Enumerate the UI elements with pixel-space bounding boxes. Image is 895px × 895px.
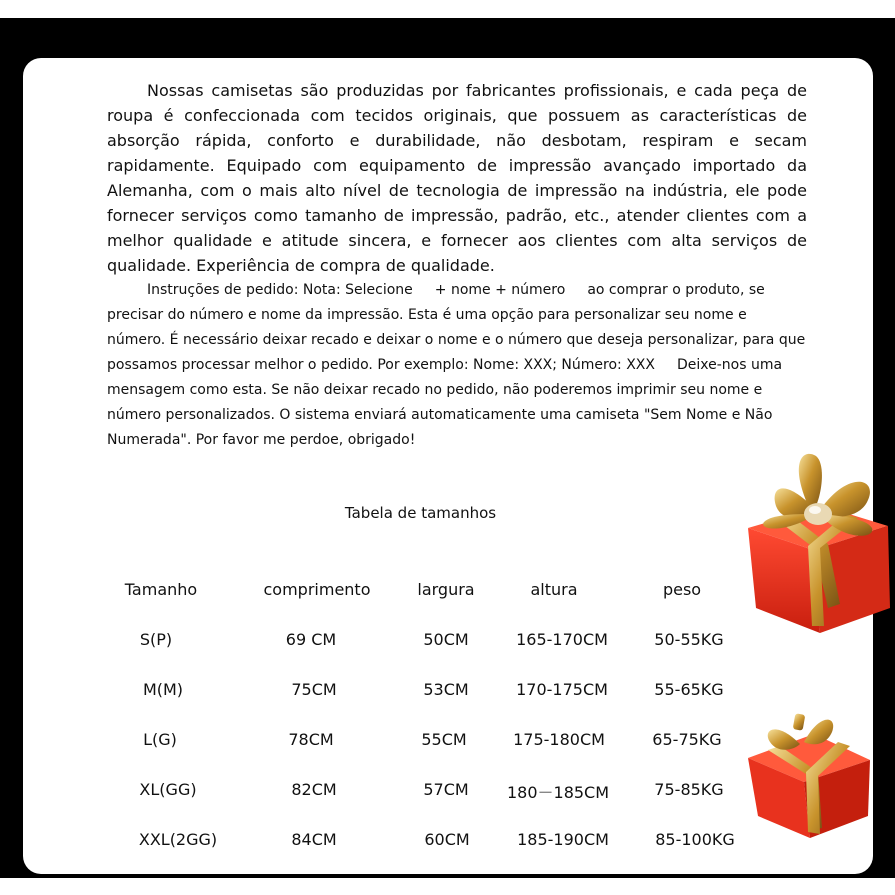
table-cell: 65-75KG: [652, 730, 722, 749]
instructions-part-b: + nome + número: [434, 282, 566, 298]
table-cell: XL(GG): [139, 780, 197, 799]
table-cell: 180－185CM: [506, 783, 610, 802]
table-cell: 185-190CM: [517, 830, 609, 849]
table-header-largura: largura: [417, 580, 475, 599]
table-cell: 60CM: [424, 830, 470, 849]
table-cell: 82CM: [291, 780, 337, 799]
table-header-tamanho: Tamanho: [124, 580, 198, 599]
intro-paragraph: Nossas camisetas são produzidas por fabricantes profissionais, e cada peça de roupa é confeccionada com tecidos originais, que possuem as características de absorção rápida, conforto e durabilidade, não desbotam, respiram e secam rapidamente. Equipado com equipamento de impressão avançado importado da Alemanha, com o mais alto nível de tecnologia de impressão na indústria, ele pode fornecer serviços como tamanho de impressão, padrão, etc., atender clientes com a melhor qualidade e atitude sincera, e fornecer aos clientes com alta serviços de qualidade. Experiência de compra de qualidade.: [107, 81, 807, 275]
table-cell: 85-100KG: [655, 830, 735, 849]
table-cell: 55-65KG: [654, 680, 724, 699]
gift-box-icon: [728, 448, 895, 640]
table-header-comprimento: comprimento: [263, 580, 371, 599]
table-cell: 170-175CM: [516, 680, 608, 699]
table-cell: L(G): [143, 730, 177, 749]
table-cell: 165-170CM: [516, 630, 608, 649]
table-cell: 84CM: [291, 830, 337, 849]
table-cell: 78CM: [288, 730, 334, 749]
table-cell: 69 CM: [285, 630, 337, 649]
instructions-part-c: ao comprar o produto, se precisar do número e nome da impressão. Esta é uma opção para personalizar seu nome e número. É necessário deixar recado e deixar o nome e o número que deseja personalizar, para que possamos processar melhor o pedido. Por exemplo: Nome: XXX; Número: XXX: [107, 282, 806, 373]
size-table-title: Tabela de tamanhos: [344, 504, 497, 522]
table-cell: 50CM: [423, 630, 469, 649]
gift-box-icon: [742, 712, 875, 842]
table-cell: S(P): [139, 630, 173, 649]
description-text: [107, 78, 807, 458]
table-cell: 57CM: [423, 780, 469, 799]
table-cell: 53CM: [423, 680, 469, 699]
table-header-altura: altura: [530, 580, 578, 599]
table-cell: 75CM: [291, 680, 337, 699]
table-cell: 175-180CM: [513, 730, 605, 749]
instructions-paragraph: [107, 278, 807, 453]
table-header-peso: peso: [662, 580, 702, 599]
table-cell: M(M): [142, 680, 184, 699]
table-cell: 50-55KG: [654, 630, 724, 649]
table-cell: XXL(2GG): [138, 830, 218, 849]
table-cell: 55CM: [421, 730, 467, 749]
instructions-part-a: Instruções de pedido: Nota: Selecione: [147, 282, 413, 298]
instructions-part-d: Deixe-nos uma mensagem como esta. Se não deixar recado no pedido, não poderemos imprimir seu nome e número personalizados. O sistema enviará automaticamente uma camiseta "Sem Nome e Não Numerada". Por favor me perdoe, obrigado!: [107, 357, 783, 448]
table-cell: 75-85KG: [654, 780, 724, 799]
